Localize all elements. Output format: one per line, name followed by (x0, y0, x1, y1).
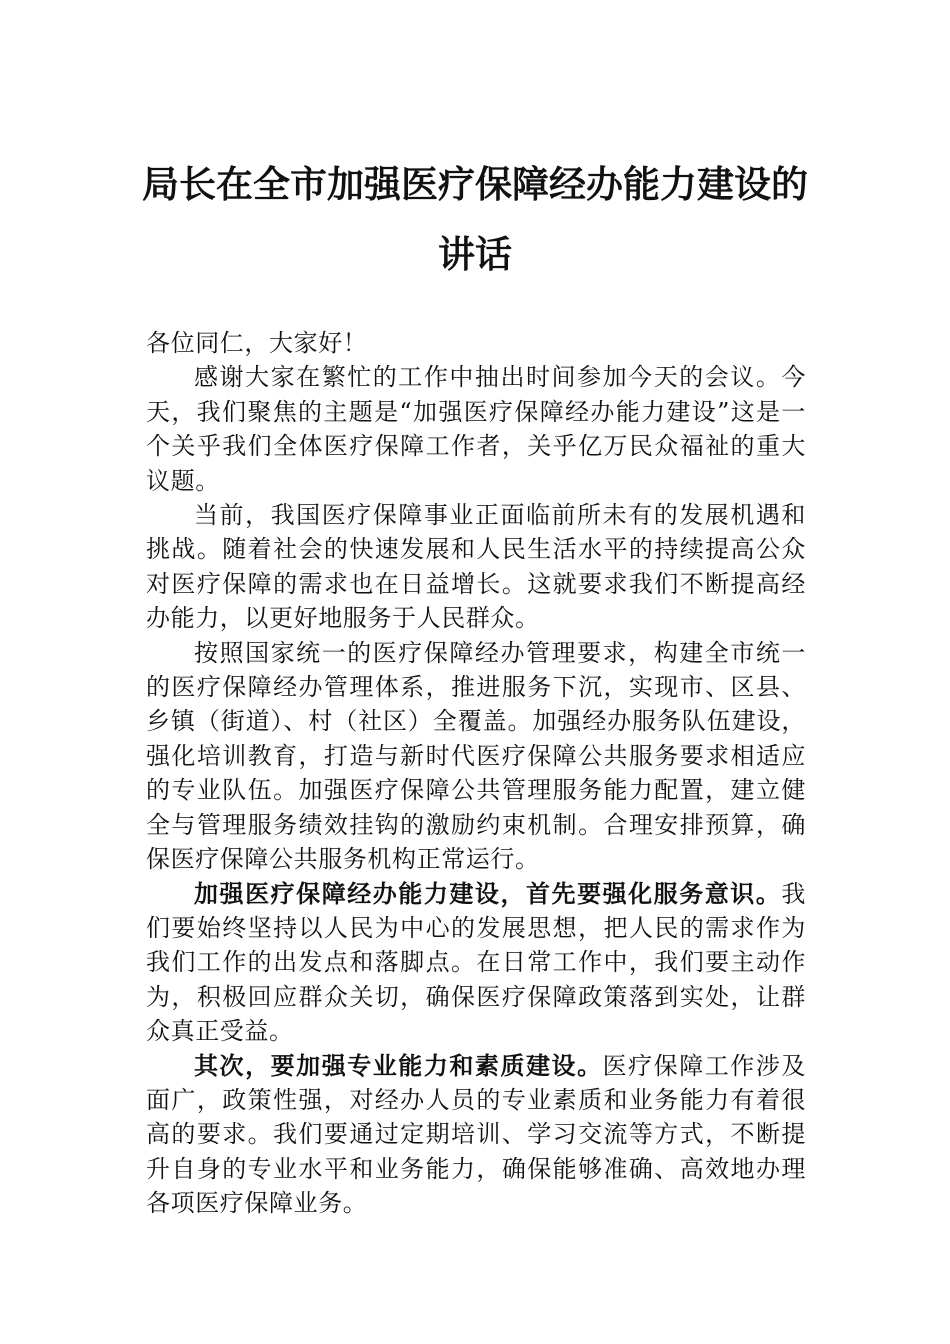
paragraph-5-lead: 其次，要加强专业能力和素质建设。 (194, 1050, 603, 1080)
paragraph-2 (146, 498, 806, 636)
document-body (146, 326, 806, 1221)
paragraph-4-text: 我们要始终坚持以人民为中心的发展思想，把人民的需求作为我们工作的出发点和落脚点。在日常工作中，我们要主动作为，积极回应群众关切，确保医疗保障政策落到实处，让群众真正受益。 (146, 879, 806, 1046)
paragraph-3-text: 按照国家统一的医疗保障经办管理要求，构建全市统一的医疗保障经办管理体系，推进服务下沉，实现市、区县、乡镇（街道）、村（社区）全覆盖。加强经办服务队伍建设，强化培训教育，打造与新时代医疗保障公共服务要求相适应的专业队伍。加强医疗保障公共管理服务能力配置，建立健全与管理服务绩效挂钩的激励约束机制。合理安排预算，确保医疗保障公共服务机构正常运行。 (146, 638, 806, 874)
document-title-line-1: 局长在全市加强医疗保障经办能力建设的 (142, 162, 808, 206)
paragraph-4-lead: 加强医疗保障经办能力建设，首先要强化服务意识。 (194, 878, 782, 908)
paragraph-1-text: 感谢大家在繁忙的工作中抽出时间参加今天的会议。今天，我们聚焦的主题是“加强医疗保障经办能力建设”这是一个关乎我们全体医疗保障工作者，关乎亿万民众福祉的重大议题。 (146, 363, 806, 495)
greeting: 各位同仁，大家好！ (146, 329, 368, 357)
paragraph-4 (146, 877, 806, 1049)
paragraph-1 (146, 360, 806, 498)
paragraph-5 (146, 1049, 806, 1221)
paragraph-2-text: 当前，我国医疗保障事业正面临前所未有的发展机遇和挑战。随着社会的快速发展和人民生活水平的持续提高公众对医疗保障的需求也在日益增长。这就要求我们不断提高经办能力，以更好地服务于人民群众。 (146, 501, 806, 633)
paragraph-5-text: 医疗保障工作涉及面广，政策性强，对经办人员的专业素质和业务能力有着很高的要求。我们要通过定期培训、学习交流等方式，不断提升自身的专业水平和业务能力，确保能够准确、高效地办理各项医疗保障业务。 (146, 1051, 806, 1218)
document-title-line-2: 讲话 (438, 232, 512, 276)
paragraph-3 (146, 636, 806, 877)
